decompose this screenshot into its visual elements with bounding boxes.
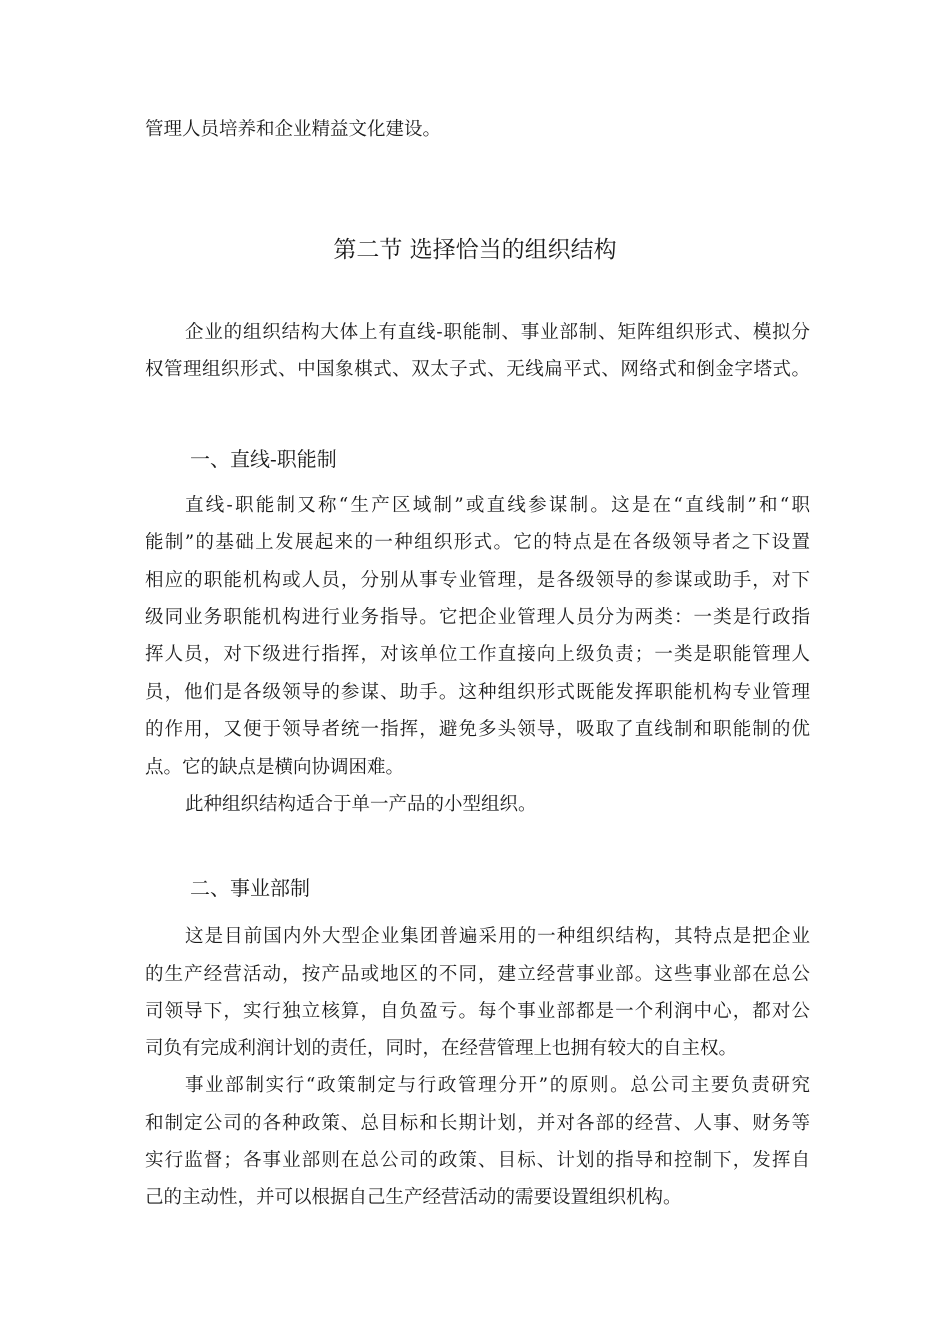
s1-p2-line-1: 此种组织结构适合于单一产品的小型组织。 [185, 794, 537, 815]
s2-p1-line-1: 这是目前国内外大型企业集团普遍采用的一种组织结构，其特点是把企业 [185, 926, 810, 947]
s2-p1-line-4: 司负有完成利润计划的责任，同时，在经营管理上也拥有较大的自主权。 [145, 1038, 738, 1059]
s1-p1-line-3: 相应的职能机构或人员，分别从事专业管理，是各级领导的参谋或助手，对下 [145, 570, 810, 591]
s2-p2-line-2: 和制定公司的各种政策、总目标和长期计划，并对各部的经营、人事、财务等 [145, 1113, 810, 1134]
s2-p2-line-1: 事业部制实行“政策制定与行政管理分开”的原则。总公司主要负责研究 [185, 1075, 810, 1096]
s1-p1-line-6: 员，他们是各级领导的参谋、助手。这种组织形式既能发挥职能机构专业管理 [145, 682, 810, 703]
s1-p1-line-5: 挥人员，对下级进行指挥，对该单位工作直接向上级负责；一类是职能管理人 [145, 644, 810, 665]
s1-p1-line-8: 点。它的缺点是横向协调困难。 [145, 757, 405, 778]
s1-p1-line-7: 的作用，又便于领导者统一指挥，避免多头领导，吸取了直线制和职能制的优 [145, 719, 810, 740]
s1-p1-line-2: 能制”的基础上发展起来的一种组织形式。它的特点是在各级领导者之下设置 [145, 532, 810, 553]
s2-p1-line-3: 司领导下，实行独立核算，自负盈亏。每个事业部都是一个利润中心，都对公 [145, 1001, 810, 1022]
carry-over-line: 管理人员培养和企业精益文化建设。 [145, 119, 442, 140]
section-title: 第二节 选择恰当的组织结构 [333, 237, 617, 263]
intro-line-1: 企业的组织结构大体上有直线-职能制、事业部制、矩阵组织形式、模拟分 [185, 322, 810, 343]
section-2-heading: 二、事业部制 [190, 876, 310, 900]
s2-p2-line-4: 己的主动性，并可以根据自己生产经营活动的需要设置组织机构。 [145, 1187, 682, 1208]
s1-p1-line-1: 直线-职能制又称“生产区域制”或直线参谋制。这是在“直线制”和“职 [185, 495, 810, 516]
s2-p1-line-2: 的生产经营活动，按产品或地区的不同，建立经营事业部。这些事业部在总公 [145, 964, 810, 985]
s2-p2-line-3: 实行监督；各事业部则在总公司的政策、目标、计划的指导和控制下，发挥自 [145, 1150, 810, 1171]
s1-p1-line-4: 级同业务职能机构进行业务指导。它把企业管理人员分为两类：一类是行政指 [145, 607, 810, 628]
section-1-heading: 一、直线-职能制 [190, 447, 337, 471]
intro-line-2: 权管理组织形式、中国象棋式、双太子式、无线扁平式、网络式和倒金字塔式。 [145, 359, 810, 380]
